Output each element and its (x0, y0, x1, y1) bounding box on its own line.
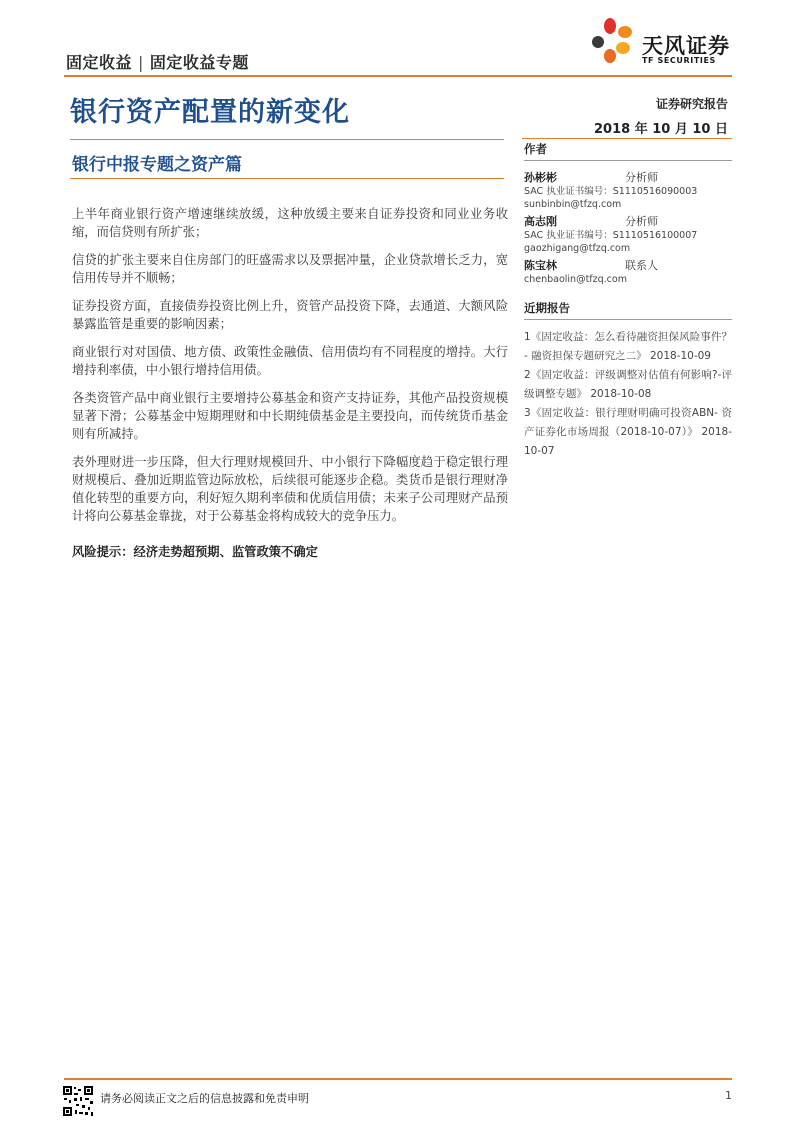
summary-paragraph: 信贷的扩张主要来自住房部门的旺盛需求以及票据冲量，企业贷款增长乏力，宽信用传导并不顺畅； (72, 253, 508, 285)
qr-code-icon (62, 1085, 94, 1117)
page-number: 1 (725, 1089, 732, 1102)
author-cert: SAC 执业证书编号：S1110516100007 (524, 230, 698, 241)
author-email[interactable]: gaozhigang@tfzq.com (524, 243, 631, 254)
summary-paragraph: 表外理财进一步压降，但大行理财规模回升、中小银行下降幅度趋于稳定银行理财规模后、叠加近期监管边际放松，后续很可能逐步企稳。类货币是银行理财净值化转型的重要方向，利好短久期利率债和优质信用债；未来子公司理财产品预计将向公募基金靠拢，对于公募基金将构成较大的竞争压力。 (72, 455, 508, 523)
author-name: 陈宝林 (524, 259, 557, 272)
author-entry (524, 213, 732, 255)
recent-report-item[interactable]: 3《固定收益：银行理财明确可投资ABN- 资产证券化市场周报（2018-10-07）》 2018-10-07 (524, 407, 732, 457)
subtitle-bottom-divider (70, 178, 504, 179)
author-role: 分析师 (625, 171, 658, 184)
recent-report-item[interactable]: 1《固定收益：怎么看待融资担保风险事件？ - 融资担保专题研究之二》 2018-10-09 (524, 331, 732, 362)
recent-reports-heading: 近期报告 (524, 300, 732, 320)
report-title: 银行资产配置的新变化 (70, 97, 350, 128)
category-separator: | (138, 53, 144, 72)
sidebar (524, 141, 732, 461)
report-type: 证券研究报告 (655, 97, 728, 111)
sidebar-top-divider (522, 138, 732, 139)
category-sub: 固定收益专题 (149, 53, 249, 72)
authors-heading: 作者 (524, 141, 732, 161)
logo-english-name: TF SECURITIES (642, 56, 716, 65)
recent-report-item[interactable]: 2《固定收益：评级调整对估值有何影响?-评级调整专题》 2018-10-08 (524, 369, 732, 400)
summary-paragraph: 上半年商业银行资产增速继续放缓，这种放缓主要来自证券投资和同业业务收缩，而信贷则有所扩张； (72, 207, 508, 239)
author-entry (524, 169, 732, 211)
summary-paragraph: 各类资管产品中商业银行主要增持公募基金和资产支持证券，其他产品投资规模显著下滑；公募基金中短期理财和中长期纯债基金是主要投向，而传统货币基金则有所减持。 (72, 391, 508, 441)
footer-divider (64, 1078, 732, 1080)
summary-paragraph: 商业银行对对国债、地方债、政策性金融债、信用债均有不同程度的增持。大行增持利率债，中小银行增持信用债。 (72, 345, 508, 377)
report-subtitle: 银行中报专题之资产篇 (72, 155, 242, 175)
author-name: 孙彬彬 (524, 171, 557, 184)
subtitle-top-divider (70, 139, 504, 140)
summary-paragraph: 证券投资方面，直接债券投资比例上升，资管产品投资下降，去通道、大额风险暴露监管是重要的影响因素； (72, 299, 508, 331)
petal-logo-icon (590, 16, 640, 72)
author-cert: SAC 执业证书编号：S1110516090003 (524, 186, 698, 197)
category-main: 固定收益 (66, 53, 133, 72)
author-entry (524, 257, 732, 286)
report-category (66, 50, 249, 73)
recent-reports-section (524, 300, 732, 461)
summary-section (72, 205, 508, 535)
author-role: 分析师 (625, 215, 658, 228)
author-role: 联系人 (625, 259, 658, 272)
author-email[interactable]: chenbaolin@tfzq.com (524, 274, 627, 285)
footer-disclaimer: 请务必阅读正文之后的信息披露和免责申明 (100, 1092, 309, 1105)
risk-warning: 风险提示：经济走势超预期、监管政策不确定 (72, 545, 318, 559)
author-name: 高志刚 (524, 215, 557, 228)
header-divider (64, 75, 732, 77)
logo-chinese-name: 天风证券 (642, 34, 730, 58)
author-email[interactable]: sunbinbin@tfzq.com (524, 199, 622, 210)
company-logo (590, 16, 740, 72)
report-date: 2018 年 10 月 10 日 (594, 122, 728, 137)
